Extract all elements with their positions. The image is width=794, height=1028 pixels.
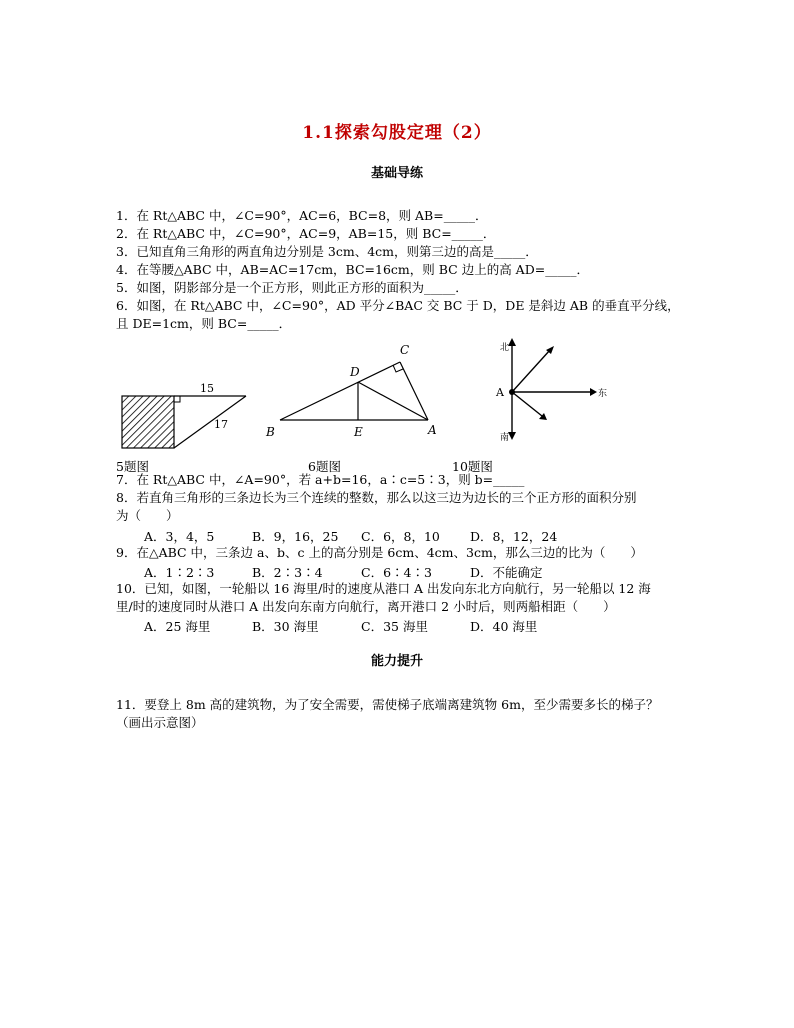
section-heading-basic: 基础导练	[370, 166, 423, 181]
question-6-line-2: 且 DE=1cm，则 BC=_____．	[116, 316, 292, 331]
figure-6-label-E: E	[354, 425, 363, 439]
figure-5-label-17: 17	[214, 418, 228, 431]
figure-5-label-15: 15	[200, 382, 214, 395]
figure-10-label-A: A	[496, 386, 504, 399]
page-title: 1.1探索勾股定理（2）	[302, 123, 492, 143]
figure-6-label-D: D	[350, 365, 360, 379]
q10-option-d: D．40 海里	[470, 619, 538, 634]
q10-option-a: A．25 海里	[144, 619, 211, 634]
figure-10-diagram	[494, 336, 614, 446]
q8-option-b: B．9，16，25	[252, 529, 339, 544]
question-3: 3．已知直角三角形的两直角边分别是 3cm、4cm，则第三边的高是_____．	[116, 244, 538, 259]
figure-10-label-east: 东	[598, 389, 608, 399]
question-2: 2．在 Rt△ABC 中，∠C=90°，AC=9，AB=15，则 BC=_____．	[116, 226, 496, 241]
section-heading-advanced: 能力提升	[370, 654, 423, 669]
question-7: 7．在 Rt△ABC 中，∠A=90°，若 a+b=16，a∶c=5∶3，则 b=_____	[116, 472, 525, 487]
figure-6-label-A: A	[428, 423, 437, 437]
figure-6-diagram	[262, 342, 452, 442]
figure-10-caption: 10题图	[452, 459, 493, 474]
q10-option-b: B．30 海里	[252, 619, 319, 634]
question-5: 5．如图，阴影部分是一个正方形，则此正方形的面积为_____．	[116, 280, 468, 295]
question-9: 9．在△ABC 中，三条边 a、b、c 上的高分别是 6cm、4cm、3cm，那么三边的比为（ ）	[116, 545, 643, 560]
question-11-line-1: 11．要登上 8m 高的建筑物，为了安全需要，需使梯子底端离建筑物 6m，至少需要多长的梯子？	[116, 697, 659, 712]
figure-5-caption: 5题图	[116, 459, 149, 474]
figure-10-label-north: 北	[500, 343, 510, 353]
figure-6-label-C: C	[400, 343, 410, 357]
question-6-line-1: 6．如图，在 Rt△ABC 中，∠C=90°，AD 平分∠BAC 交 BC 于 D，DE 是斜边 AB 的垂直平分线，	[116, 298, 680, 313]
q9-option-a: A．1∶2∶3	[144, 565, 215, 580]
question-8-line-1: 8．若直角三角形的三条边长为三个连续的整数，那么以这三边为边长的三个正方形的面积分别	[116, 490, 637, 505]
q9-option-d: D．不能确定	[470, 565, 543, 580]
question-8-line-2: 为（ ）	[116, 508, 179, 523]
question-1: 1．在 Rt△ABC 中，∠C=90°，AC=6，BC=8，则 AB=_____．	[116, 208, 488, 223]
question-11-line-2: （画出示意图）	[116, 715, 204, 730]
figure-5-diagram	[116, 380, 256, 456]
q8-option-a: A．3，4，5	[144, 529, 215, 544]
question-4: 4．在等腰△ABC 中，AB=AC=17cm，BC=16cm，则 BC 边上的高 AD=_____．	[116, 262, 589, 277]
shaded-square	[122, 396, 174, 448]
question-10-line-2: 里/时的速度同时从港口 A 出发向东南方向航行，离开港口 2 小时后，则两船相距（ ）	[116, 599, 616, 614]
figure-6-caption: 6题图	[308, 459, 341, 474]
q10-option-c: C．35 海里	[361, 619, 428, 634]
q8-option-c: C．6，8，10	[361, 529, 440, 544]
question-10-line-1: 10．已知，如图，一轮船以 16 海里/时的速度从港口 A 出发向东北方向航行，另一轮船以 12 海	[116, 581, 651, 596]
q8-option-d: D．8，12，24	[470, 529, 558, 544]
q9-option-c: C．6∶4∶3	[361, 565, 432, 580]
q9-option-b: B．2∶3∶4	[252, 565, 323, 580]
figure-6-label-B: B	[266, 425, 275, 439]
figure-10-label-south: 南	[500, 433, 510, 443]
